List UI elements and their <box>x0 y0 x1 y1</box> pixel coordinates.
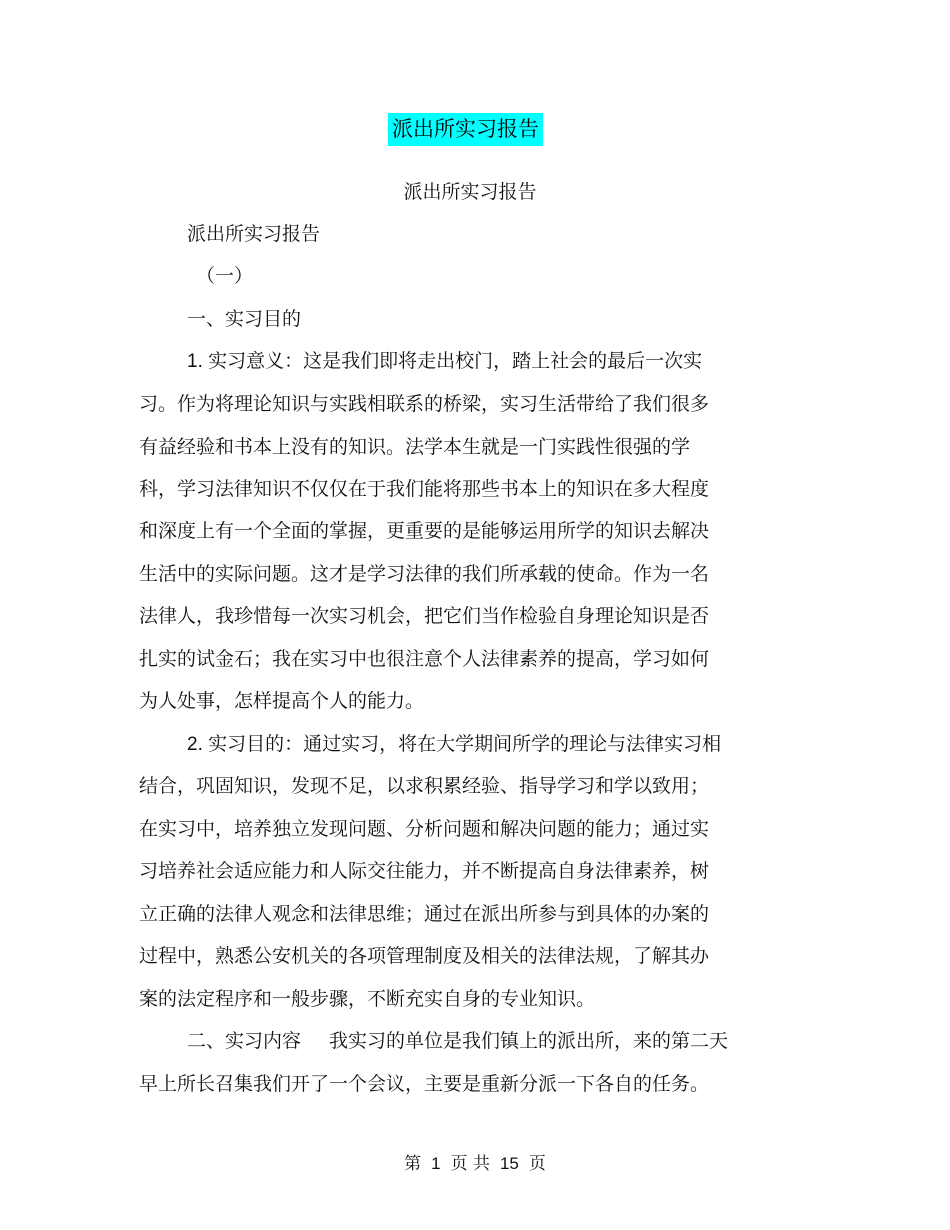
document-subtitle: 派出所实习报告 <box>403 181 537 203</box>
paragraph-line <box>187 347 702 376</box>
total-pages: 15 <box>499 1154 519 1173</box>
paragraph-line <box>187 1027 728 1055</box>
section-marker: （一） <box>196 265 254 287</box>
section-two-heading: 二、实习内容 <box>187 1030 302 1052</box>
paragraph-line: 和深度上有一个全面的掌握，更重要的是能够运用所学的知识去解决 <box>139 520 710 542</box>
paragraph-label: 2. 实习目的： <box>187 734 304 755</box>
paragraph-line: 扎实的试金石；我在实习中也很注意个人法律素养的提高，学习如何 <box>139 648 710 670</box>
paragraph-line: 在实习中，培养独立发现问题、分析问题和解决问题的能力；通过实 <box>139 818 710 840</box>
footer-suffix: 页 <box>528 1154 546 1174</box>
page-footer <box>0 1151 950 1177</box>
paragraph-line: 法律人，我珍惜每一次实习机会，把它们当作检验自身理论知识是否 <box>139 605 710 627</box>
paragraph-line <box>187 730 721 759</box>
footer-middle: 页 共 <box>450 1154 490 1174</box>
paragraph-line: 科，学习法律知识不仅仅在于我们能将那些书本上的知识在多大程度 <box>139 478 710 500</box>
paragraph-label: 1. 实习意义： <box>187 351 304 372</box>
section-one-heading: 一、实习目的 <box>187 308 302 330</box>
paragraph-line: 习培养社会适应能力和人际交往能力，并不断提高自身法律素养，树 <box>139 860 710 882</box>
paragraph-line: 过程中，熟悉公安机关的各项管理制度及相关的法律法规，了解其办 <box>139 945 710 967</box>
paragraph-line: 案的法定程序和一般步骤，不断充实自身的专业知识。 <box>139 988 596 1010</box>
paragraph-line: 结合，巩固知识，发现不足，以求积累经验、指导学习和学以致用； <box>139 775 710 797</box>
footer-prefix: 第 <box>404 1154 422 1174</box>
paragraph-text: 通过实习，将在大学期间所学的理论与法律实习相 <box>303 733 722 755</box>
paragraph-line: 立正确的法律人观念和法律思维；通过在派出所参与到具体的办案的 <box>139 903 710 925</box>
page-number: 1 <box>431 1154 441 1173</box>
document-title: 派出所实习报告 <box>388 113 543 146</box>
paragraph-line: 为人处事，怎样提高个人的能力。 <box>139 690 425 712</box>
paragraph-line: 生活中的实际问题。这才是学习法律的我们所承载的使命。作为一名 <box>139 563 710 585</box>
report-heading: 派出所实习报告 <box>187 223 321 245</box>
paragraph-text: 这是我们即将走出校门，踏上社会的最后一次实 <box>303 350 703 372</box>
paragraph-text: 我实习的单位是我们镇上的派出所，来的第二天 <box>329 1030 729 1052</box>
paragraph-line: 早上所长召集我们开了一个会议，主要是重新分派一下各自的任务。 <box>139 1073 710 1095</box>
paragraph-line: 有益经验和书本上没有的知识。法学本生就是一门实践性很强的学 <box>139 436 691 458</box>
paragraph-line: 习。作为将理论知识与实践相联系的桥梁，实习生活带给了我们很多 <box>139 393 710 415</box>
